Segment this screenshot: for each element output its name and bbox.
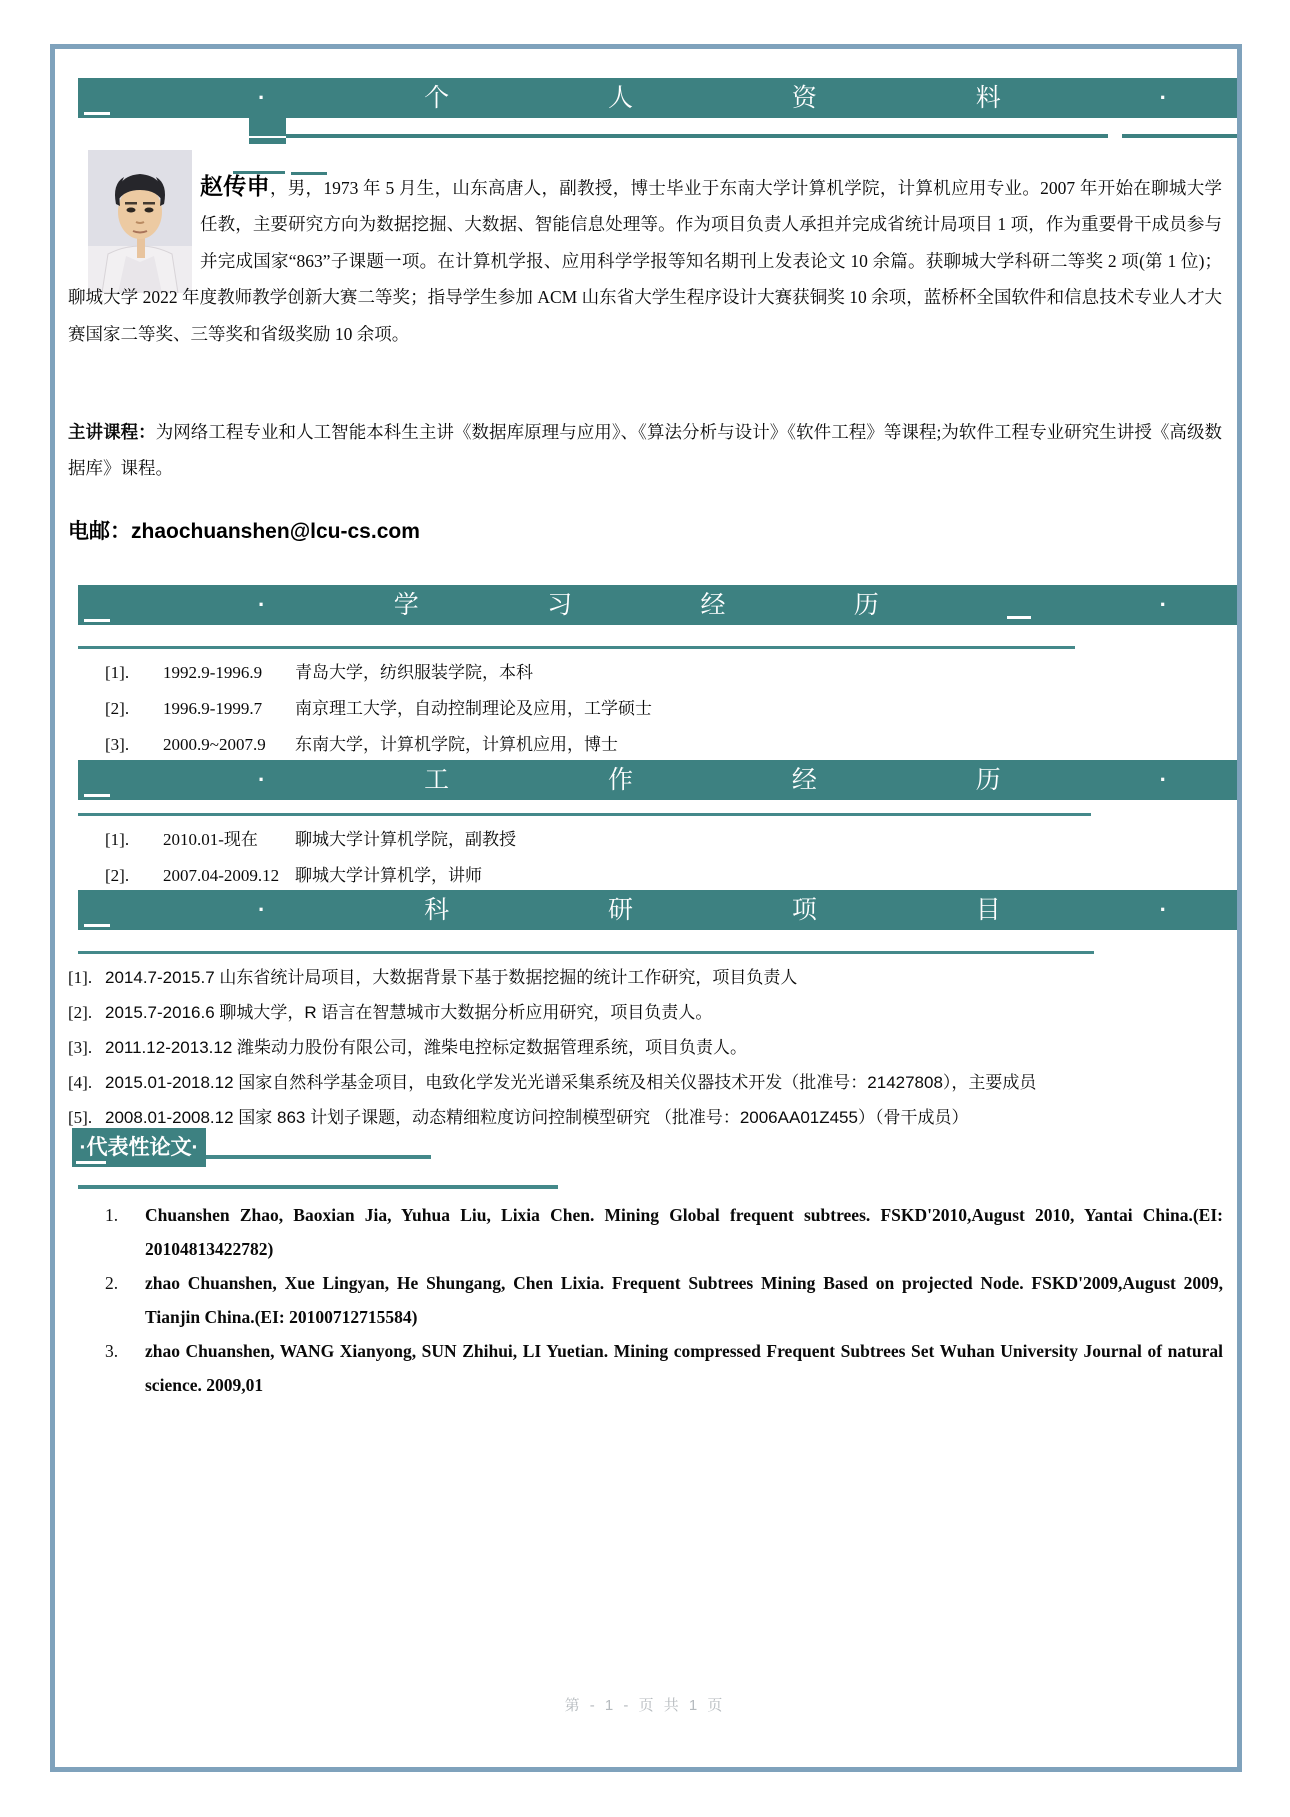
white-strip-decoration (245, 136, 290, 138)
section-banner-education (78, 585, 1237, 625)
teal-rule-decoration (286, 134, 1237, 138)
banner-char: 资 (791, 84, 817, 112)
paper-text: zhao Chuanshen, Xue Lingyan, He Shungang, Chen Lixia. Frequent Subtrees Mining Based on projected Node. FSKD'2009,August 2009, Tianjin China.(EI: 20100712715584) (145, 1273, 1223, 1327)
row-number: [1]. (105, 663, 130, 682)
banner-char: 研 (608, 896, 634, 924)
project-row (68, 995, 1226, 1030)
section-rule (78, 813, 1091, 816)
row-period: 2007.04-2009.12 (163, 866, 280, 885)
paper-number: 1. (105, 1205, 119, 1225)
row-detail: 东南大学，计算机学院，计算机应用，博士 (295, 735, 618, 754)
banner-char: 经 (700, 591, 726, 619)
paper-text: Chuanshen Zhao, Baoxian Jia, Yuhua Liu, Lixia Chen. Mining Global frequent subtrees. FSKD'2010,August 2010, Yantai China.(EI: 20104813422782) (145, 1205, 1223, 1259)
paper-item (105, 1266, 1223, 1334)
row-number: [3]. (105, 735, 130, 754)
project-row (68, 1100, 1226, 1135)
row-detail: 聊城大学计算机学院，副教授 (295, 830, 516, 849)
papers-label-text: ·代表性论文· (79, 1136, 199, 1159)
section-rule (78, 951, 1094, 954)
papers-rule-long (78, 1185, 558, 1189)
banner-dot: · (258, 592, 266, 617)
bio-paragraph (68, 168, 1222, 352)
banner-char: 个 (424, 84, 450, 112)
banner-char: 习 (547, 591, 573, 619)
banner-underscore-decoration (84, 794, 110, 797)
bio-text: ，男，1973 年 5 月生，山东高唐人，副教授，博士毕业于东南大学计算机学院，计算机应用专业。2007 年开始在聊城大学任教，主要研究方向为数据挖掘、大数据、智能信息处理等。作为项目负责人承担并完成省统计局项目 1 项，作为重要骨干成员参与并完成国家“863”子课题一项。在计算机学报、应用科学学报等知名期刊上发表论文 10 余篇。获聊城大学科研二等奖 2 项(第 1 位)；聊城大学 2022 年度教师教学创新大赛二等奖；指导学生参加 ACM 山东省大学生程序设计大赛获铜奖 10 余项，蓝桥杯全国软件和信息技术专业人才大赛国家二等奖、三等奖和省级奖励 10 余项。 (68, 178, 1223, 344)
banner-dot: · (1159, 767, 1167, 792)
project-text: 2014.7-2015.7 山东省统计局项目，大数据背景下基于数据挖掘的统计工作研究，项目负责人 (105, 968, 798, 987)
papers-list (105, 1198, 1223, 1402)
banner-char: 历 (975, 766, 1001, 794)
row-detail: 青岛大学，纺织服装学院，本科 (295, 663, 533, 682)
rule-notch (1108, 134, 1122, 138)
project-text: 2015.7-2016.6 聊城大学，R 语言在智慧城市大数据分析应用研究，项目负责人。 (105, 1003, 713, 1022)
row-period: 1992.9-1996.9 (163, 663, 263, 682)
banner-dot: · (1159, 85, 1167, 110)
banner-underscore-decoration (84, 924, 110, 927)
row-number: [1]. (68, 968, 93, 987)
education-row (105, 691, 652, 727)
person-name: 赵传申 (200, 173, 270, 199)
email-value: zhaochuanshen@lcu-cs.com (131, 520, 420, 543)
banner-char: 工 (424, 766, 450, 794)
banner-dot: · (1159, 592, 1167, 617)
papers-section-label (72, 1128, 206, 1167)
project-row (68, 1065, 1226, 1100)
banner-dot: · (258, 85, 266, 110)
courses-label: 主讲课程： (68, 422, 156, 442)
row-number: [3]. (68, 1038, 93, 1057)
section-banner-research (78, 890, 1237, 930)
project-text: 2008.01-2008.12 国家 863 计划子课题，动态精细粒度访问控制模型研究 （批准号：2006AA01Z455）（骨干成员） (105, 1108, 969, 1127)
banner-underscore-decoration (84, 112, 110, 115)
work-row (105, 822, 516, 858)
paper-text: zhao Chuanshen, WANG Xianyong, SUN Zhihui, LI Yuetian. Mining compressed Frequent Subtrees Set Wuhan University Journal of natural science. 2009,01 (145, 1341, 1223, 1395)
banner-char: 项 (791, 896, 817, 924)
row-period: 2000.9~2007.9 (163, 735, 266, 754)
project-text: 2011.12-2013.12 潍柴动力股份有限公司，潍柴电控标定数据管理系统，项目负责人。 (105, 1038, 748, 1057)
work-row (105, 858, 516, 894)
section-banner-work (78, 760, 1237, 800)
row-number: [1]. (105, 830, 130, 849)
page-footer: 第 - 1 - 页 共 1 页 (564, 1697, 726, 1714)
banner-char: 目 (975, 896, 1001, 924)
banner-char: 人 (608, 84, 634, 112)
row-detail: 聊城大学计算机学，讲师 (295, 866, 482, 885)
banner-char: 作 (608, 766, 634, 794)
banner-underscore-decoration (84, 619, 110, 622)
row-detail: 南京理工大学，自动控制理论及应用，工学硕士 (295, 699, 652, 718)
banner-char: 历 (853, 591, 879, 619)
paper-number: 3. (105, 1341, 119, 1361)
courses-paragraph (68, 414, 1222, 487)
row-number: [2]. (68, 1003, 93, 1022)
row-number: [2]. (105, 866, 130, 885)
projects-list (68, 960, 1226, 1135)
paper-item (105, 1198, 1223, 1266)
courses-text: 为网络工程专业和人工智能本科生主讲《数据库原理与应用》、《算法分析与设计》《软件工程》等课程;为软件工程专业研究生讲授《高级数据库》课程。 (68, 422, 1223, 479)
section-banner-personal (78, 78, 1237, 118)
papers-rule-short (206, 1155, 431, 1159)
project-row (68, 960, 1226, 995)
education-row (105, 727, 652, 763)
section-rule (78, 646, 1075, 649)
row-number: [4]. (68, 1073, 93, 1092)
email-line (68, 515, 420, 545)
banner-underscore-decoration (1007, 616, 1031, 619)
banner-char: 科 (424, 896, 450, 924)
row-period: 1996.9-1999.7 (163, 699, 263, 718)
banner-underscore-decoration (76, 1161, 106, 1164)
banner-char: 学 (393, 591, 419, 619)
paper-number: 2. (105, 1273, 119, 1293)
banner-char: 料 (975, 84, 1001, 112)
row-number: [5]. (68, 1108, 93, 1127)
email-label: 电邮： (68, 520, 131, 543)
banner-dot: · (1159, 897, 1167, 922)
project-row (68, 1030, 1226, 1065)
education-list (105, 655, 652, 763)
row-period: 2010.01-现在 (163, 830, 258, 849)
teal-square-decoration (249, 118, 286, 144)
banner-dot: · (258, 897, 266, 922)
work-list (105, 822, 516, 894)
paper-item (105, 1334, 1223, 1402)
project-text: 2015.01-2018.12 国家自然科学基金项目，电致化学发光光谱采集系统及相关仪器技术开发（批准号：21427808），主要成员 (105, 1073, 1037, 1092)
photo-text-spacer (68, 168, 200, 268)
education-row (105, 655, 652, 691)
row-number: [2]. (105, 699, 130, 718)
banner-char: 经 (791, 766, 817, 794)
banner-dot: · (258, 767, 266, 792)
